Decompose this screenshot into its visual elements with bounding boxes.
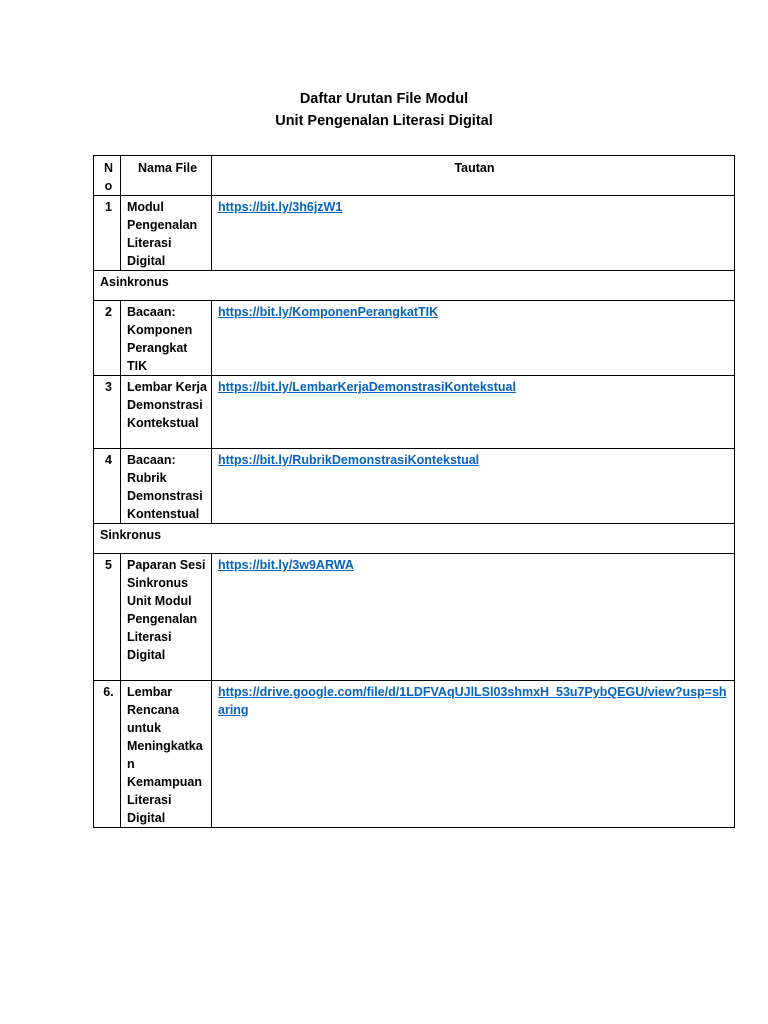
row-number: 6.	[94, 681, 121, 828]
document-title	[0, 88, 768, 132]
table-row	[94, 554, 735, 681]
section-row	[94, 271, 735, 301]
table-row	[94, 301, 735, 376]
module-files-table	[93, 155, 735, 828]
row-number: 5	[94, 554, 121, 681]
title-line-1: Daftar Urutan File Modul	[299, 91, 469, 107]
file-link[interactable]: https://bit.ly/RubrikDemonstrasiKontekstual	[218, 453, 480, 467]
file-link[interactable]: https://bit.ly/3w9ARWA	[218, 558, 354, 572]
file-link[interactable]: https://bit.ly/LembarKerjaDemonstrasiKontekstual	[218, 380, 516, 394]
table-row	[94, 196, 735, 271]
table-row	[94, 681, 735, 828]
section-label: Asinkronus	[94, 271, 735, 301]
title-line-2: Unit Pengenalan Literasi Digital	[275, 113, 493, 129]
table-header-row	[94, 156, 735, 196]
file-name: Bacaan: Komponen Perangkat TIK	[121, 301, 212, 376]
file-name: Bacaan: Rubrik Demonstrasi Kontenstual	[121, 449, 212, 524]
row-number: 2	[94, 301, 121, 376]
row-number: 1	[94, 196, 121, 271]
header-link: Tautan	[212, 156, 735, 196]
file-link[interactable]: https://bit.ly/3h6jzW1	[218, 200, 343, 214]
row-number: 3	[94, 376, 121, 449]
section-label: Sinkronus	[94, 524, 735, 554]
row-number: 4	[94, 449, 121, 524]
file-name: Paparan Sesi Sinkronus Unit Modul Pengenalan Literasi Digital	[121, 554, 212, 681]
file-name: Lembar Rencana untuk Meningkatkan Kemampuan Literasi Digital	[121, 681, 212, 828]
section-row	[94, 524, 735, 554]
table-row	[94, 449, 735, 524]
header-no: N o	[94, 156, 121, 196]
file-link[interactable]: https://bit.ly/KomponenPerangkatTIK	[218, 305, 439, 319]
file-name: Modul Pengenalan Literasi Digital	[121, 196, 212, 271]
file-link[interactable]: https://drive.google.com/file/d/1LDFVAqUJlLSl03shmxH_53u7PybQEGU/view?usp=sharing	[218, 685, 727, 717]
file-name: Lembar Kerja Demonstrasi Kontekstual	[121, 376, 212, 449]
table-row	[94, 376, 735, 449]
header-name: Nama File	[121, 156, 212, 196]
